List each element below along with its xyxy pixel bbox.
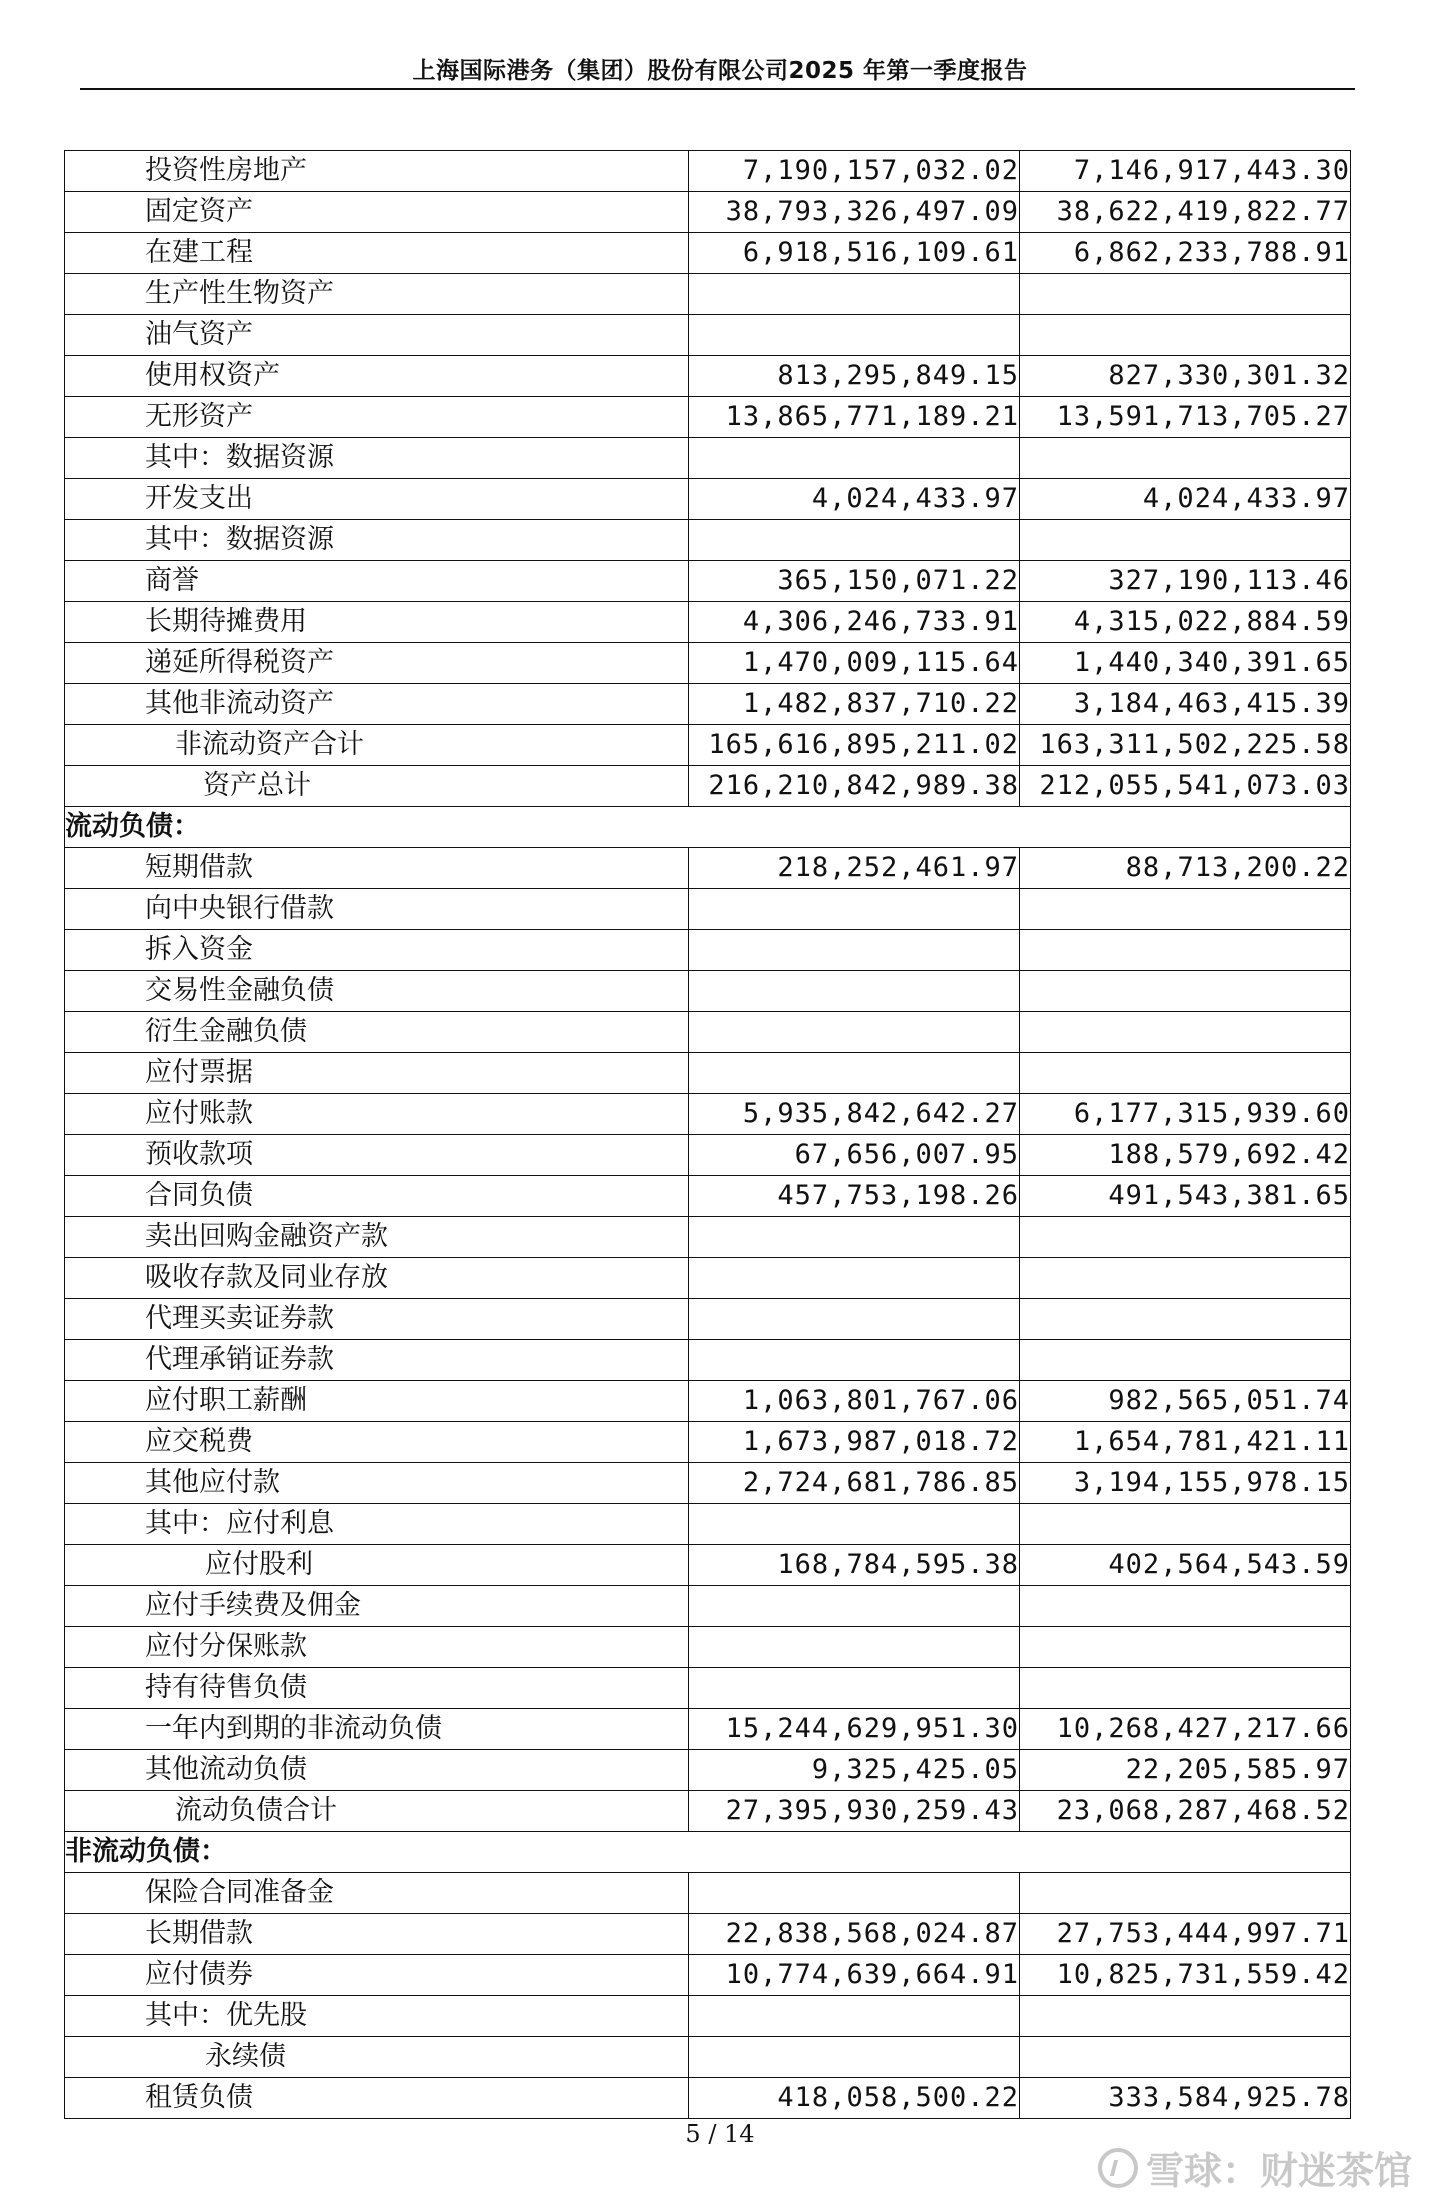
table-row (65, 1996, 1351, 2037)
row-label: 长期借款 (65, 1914, 689, 1955)
period-end-value: 365,150,071.22 (689, 561, 1020, 602)
balance-sheet-body (65, 151, 1351, 2119)
page-number: 5 / 14 (685, 2120, 755, 2148)
row-label: 吸收存款及同业存放 (65, 1258, 689, 1299)
table-row (65, 1627, 1351, 1668)
period-end-value: 168,784,595.38 (689, 1545, 1020, 1586)
row-label: 交易性金融负债 (65, 971, 689, 1012)
period-end-value: 9,325,425.05 (689, 1750, 1020, 1791)
row-label: 应交税费 (65, 1422, 689, 1463)
period-end-value (689, 1504, 1020, 1545)
row-label: 应付职工薪酬 (65, 1381, 689, 1422)
row-label: 衍生金融负债 (65, 1012, 689, 1053)
row-label: 代理买卖证券款 (65, 1299, 689, 1340)
prior-year-end-value: 10,825,731,559.42 (1020, 1955, 1351, 1996)
table-row (65, 971, 1351, 1012)
period-end-value (689, 889, 1020, 930)
row-label: 卖出回购金融资产款 (65, 1217, 689, 1258)
prior-year-end-value: 333,584,925.78 (1020, 2078, 1351, 2119)
row-label: 其中：应付利息 (65, 1504, 689, 1545)
prior-year-end-value: 327,190,113.46 (1020, 561, 1351, 602)
prior-year-end-value (1020, 520, 1351, 561)
table-row (65, 766, 1351, 807)
row-label: 应付分保账款 (65, 1627, 689, 1668)
prior-year-end-value (1020, 274, 1351, 315)
section-label: 非流动负债： (65, 1832, 1351, 1873)
row-label: 油气资产 (65, 315, 689, 356)
table-row (65, 1258, 1351, 1299)
table-row (65, 561, 1351, 602)
table-row (65, 889, 1351, 930)
row-label: 持有待售负债 (65, 1668, 689, 1709)
watermark-text: 雪球：财迷茶馆 (1145, 2149, 1412, 2193)
period-end-value: 27,395,930,259.43 (689, 1791, 1020, 1832)
row-label: 生产性生物资产 (65, 274, 689, 315)
table-row (65, 151, 1351, 192)
prior-year-end-value: 188,579,692.42 (1020, 1135, 1351, 1176)
period-end-value (689, 1627, 1020, 1668)
row-label: 预收款项 (65, 1135, 689, 1176)
period-end-value: 457,753,198.26 (689, 1176, 1020, 1217)
prior-year-end-value (1020, 971, 1351, 1012)
table-row (65, 1873, 1351, 1914)
period-end-value: 1,673,987,018.72 (689, 1422, 1020, 1463)
period-end-value: 5,935,842,642.27 (689, 1094, 1020, 1135)
prior-year-end-value: 6,177,315,939.60 (1020, 1094, 1351, 1135)
prior-year-end-value (1020, 1627, 1351, 1668)
period-end-value (689, 315, 1020, 356)
row-label: 在建工程 (65, 233, 689, 274)
period-end-value: 1,482,837,710.22 (689, 684, 1020, 725)
period-end-value: 15,244,629,951.30 (689, 1709, 1020, 1750)
prior-year-end-value (1020, 1053, 1351, 1094)
table-row (65, 479, 1351, 520)
table-row (65, 2078, 1351, 2119)
period-end-value: 6,918,516,109.61 (689, 233, 1020, 274)
prior-year-end-value (1020, 1299, 1351, 1340)
row-label: 应付票据 (65, 1053, 689, 1094)
prior-year-end-value (1020, 889, 1351, 930)
period-end-value (689, 274, 1020, 315)
table-row (65, 602, 1351, 643)
period-end-value: 22,838,568,024.87 (689, 1914, 1020, 1955)
row-label: 保险合同准备金 (65, 1873, 689, 1914)
row-label: 其中：数据资源 (65, 438, 689, 479)
prior-year-end-value: 1,654,781,421.11 (1020, 1422, 1351, 1463)
table-row (65, 1176, 1351, 1217)
table-row (65, 520, 1351, 561)
period-end-value: 4,306,246,733.91 (689, 602, 1020, 643)
prior-year-end-value: 4,024,433.97 (1020, 479, 1351, 520)
row-label: 其他流动负债 (65, 1750, 689, 1791)
table-row (65, 684, 1351, 725)
period-end-value (689, 1996, 1020, 2037)
table-row (65, 1955, 1351, 1996)
prior-year-end-value (1020, 1258, 1351, 1299)
table-row (65, 1094, 1351, 1135)
table-row (65, 1586, 1351, 1627)
table-row (65, 1053, 1351, 1094)
period-end-value: 4,024,433.97 (689, 479, 1020, 520)
period-end-value: 2,724,681,786.85 (689, 1463, 1020, 1504)
period-end-value (689, 1340, 1020, 1381)
section-header-row (65, 1832, 1351, 1873)
period-end-value (689, 438, 1020, 479)
row-label: 应付股利 (65, 1545, 689, 1586)
row-label: 资产总计 (65, 766, 689, 807)
prior-year-end-value (1020, 1012, 1351, 1053)
row-label: 拆入资金 (65, 930, 689, 971)
period-end-value (689, 1012, 1020, 1053)
prior-year-end-value (1020, 315, 1351, 356)
period-end-value (689, 2037, 1020, 2078)
period-end-value: 13,865,771,189.21 (689, 397, 1020, 438)
table-row (65, 1299, 1351, 1340)
row-label: 长期待摊费用 (65, 602, 689, 643)
period-end-value: 216,210,842,989.38 (689, 766, 1020, 807)
row-label: 短期借款 (65, 848, 689, 889)
row-label: 一年内到期的非流动负债 (65, 1709, 689, 1750)
prior-year-end-value: 982,565,051.74 (1020, 1381, 1351, 1422)
row-label: 流动负债合计 (65, 1791, 689, 1832)
row-label: 无形资产 (65, 397, 689, 438)
period-end-value (689, 1873, 1020, 1914)
period-end-value: 38,793,326,497.09 (689, 192, 1020, 233)
row-label: 应付账款 (65, 1094, 689, 1135)
table-row (65, 1750, 1351, 1791)
prior-year-end-value (1020, 1586, 1351, 1627)
table-row (65, 1668, 1351, 1709)
table-row (65, 1709, 1351, 1750)
prior-year-end-value: 7,146,917,443.30 (1020, 151, 1351, 192)
period-end-value: 813,295,849.15 (689, 356, 1020, 397)
row-label: 使用权资产 (65, 356, 689, 397)
prior-year-end-value: 212,055,541,073.03 (1020, 766, 1351, 807)
prior-year-end-value (1020, 2037, 1351, 2078)
prior-year-end-value: 3,194,155,978.15 (1020, 1463, 1351, 1504)
row-label: 商誉 (65, 561, 689, 602)
table-row (65, 2037, 1351, 2078)
prior-year-end-value: 10,268,427,217.66 (1020, 1709, 1351, 1750)
row-label: 其他应付款 (65, 1463, 689, 1504)
prior-year-end-value: 6,862,233,788.91 (1020, 233, 1351, 274)
period-end-value (689, 1299, 1020, 1340)
prior-year-end-value (1020, 930, 1351, 971)
balance-sheet-table (64, 150, 1351, 2119)
prior-year-end-value (1020, 1340, 1351, 1381)
table-row (65, 1340, 1351, 1381)
row-label: 投资性房地产 (65, 151, 689, 192)
watermark (1098, 2140, 1412, 2195)
prior-year-end-value: 163,311,502,225.58 (1020, 725, 1351, 766)
row-label: 递延所得税资产 (65, 643, 689, 684)
row-label: 其中：优先股 (65, 1996, 689, 2037)
table-row (65, 1012, 1351, 1053)
prior-year-end-value: 22,205,585.97 (1020, 1750, 1351, 1791)
row-label: 合同负债 (65, 1176, 689, 1217)
table-row (65, 1217, 1351, 1258)
row-label: 租赁负债 (65, 2078, 689, 2119)
row-label: 代理承销证券款 (65, 1340, 689, 1381)
period-end-value (689, 930, 1020, 971)
prior-year-end-value: 23,068,287,468.52 (1020, 1791, 1351, 1832)
table-row (65, 1504, 1351, 1545)
table-row (65, 643, 1351, 684)
period-end-value (689, 520, 1020, 561)
prior-year-end-value: 491,543,381.65 (1020, 1176, 1351, 1217)
prior-year-end-value: 27,753,444,997.71 (1020, 1914, 1351, 1955)
period-end-value (689, 971, 1020, 1012)
prior-year-end-value: 1,440,340,391.65 (1020, 643, 1351, 684)
row-label: 应付手续费及佣金 (65, 1586, 689, 1627)
table-row (65, 1914, 1351, 1955)
table-row (65, 1422, 1351, 1463)
period-end-value: 165,616,895,211.02 (689, 725, 1020, 766)
table-row (65, 1381, 1351, 1422)
period-end-value: 218,252,461.97 (689, 848, 1020, 889)
prior-year-end-value (1020, 438, 1351, 479)
table-row (65, 848, 1351, 889)
period-end-value (689, 1668, 1020, 1709)
row-label: 固定资产 (65, 192, 689, 233)
table-row (65, 356, 1351, 397)
prior-year-end-value: 3,184,463,415.39 (1020, 684, 1351, 725)
table-row (65, 1545, 1351, 1586)
row-label: 非流动资产合计 (65, 725, 689, 766)
table-row (65, 725, 1351, 766)
row-label: 开发支出 (65, 479, 689, 520)
prior-year-end-value: 402,564,543.59 (1020, 1545, 1351, 1586)
row-label: 向中央银行借款 (65, 889, 689, 930)
snowball-logo-icon (1098, 2148, 1138, 2188)
row-label: 其他非流动资产 (65, 684, 689, 725)
prior-year-end-value (1020, 1504, 1351, 1545)
table-row (65, 1135, 1351, 1176)
prior-year-end-value: 827,330,301.32 (1020, 356, 1351, 397)
table-row (65, 397, 1351, 438)
prior-year-end-value: 88,713,200.22 (1020, 848, 1351, 889)
prior-year-end-value: 4,315,022,884.59 (1020, 602, 1351, 643)
period-end-value (689, 1217, 1020, 1258)
row-label: 其中：数据资源 (65, 520, 689, 561)
table-row (65, 930, 1351, 971)
prior-year-end-value: 13,591,713,705.27 (1020, 397, 1351, 438)
period-end-value (689, 1586, 1020, 1627)
period-end-value (689, 1258, 1020, 1299)
table-row (65, 438, 1351, 479)
row-label: 永续债 (65, 2037, 689, 2078)
prior-year-end-value (1020, 1996, 1351, 2037)
period-end-value (689, 1053, 1020, 1094)
period-end-value: 418,058,500.22 (689, 2078, 1020, 2119)
header-divider (80, 88, 1355, 90)
section-label: 流动负债： (65, 807, 1351, 848)
period-end-value: 1,470,009,115.64 (689, 643, 1020, 684)
period-end-value: 7,190,157,032.02 (689, 151, 1020, 192)
table-row (65, 233, 1351, 274)
period-end-value: 1,063,801,767.06 (689, 1381, 1020, 1422)
prior-year-end-value (1020, 1217, 1351, 1258)
prior-year-end-value (1020, 1668, 1351, 1709)
table-row (65, 315, 1351, 356)
table-row (65, 1791, 1351, 1832)
row-label: 应付债券 (65, 1955, 689, 1996)
table-row (65, 1463, 1351, 1504)
prior-year-end-value (1020, 1873, 1351, 1914)
period-end-value: 67,656,007.95 (689, 1135, 1020, 1176)
report-header-title: 上海国际港务（集团）股份有限公司2025 年第一季度报告 (412, 58, 1028, 84)
period-end-value: 10,774,639,664.91 (689, 1955, 1020, 1996)
table-row (65, 274, 1351, 315)
section-header-row (65, 807, 1351, 848)
table-row (65, 192, 1351, 233)
prior-year-end-value: 38,622,419,822.77 (1020, 192, 1351, 233)
